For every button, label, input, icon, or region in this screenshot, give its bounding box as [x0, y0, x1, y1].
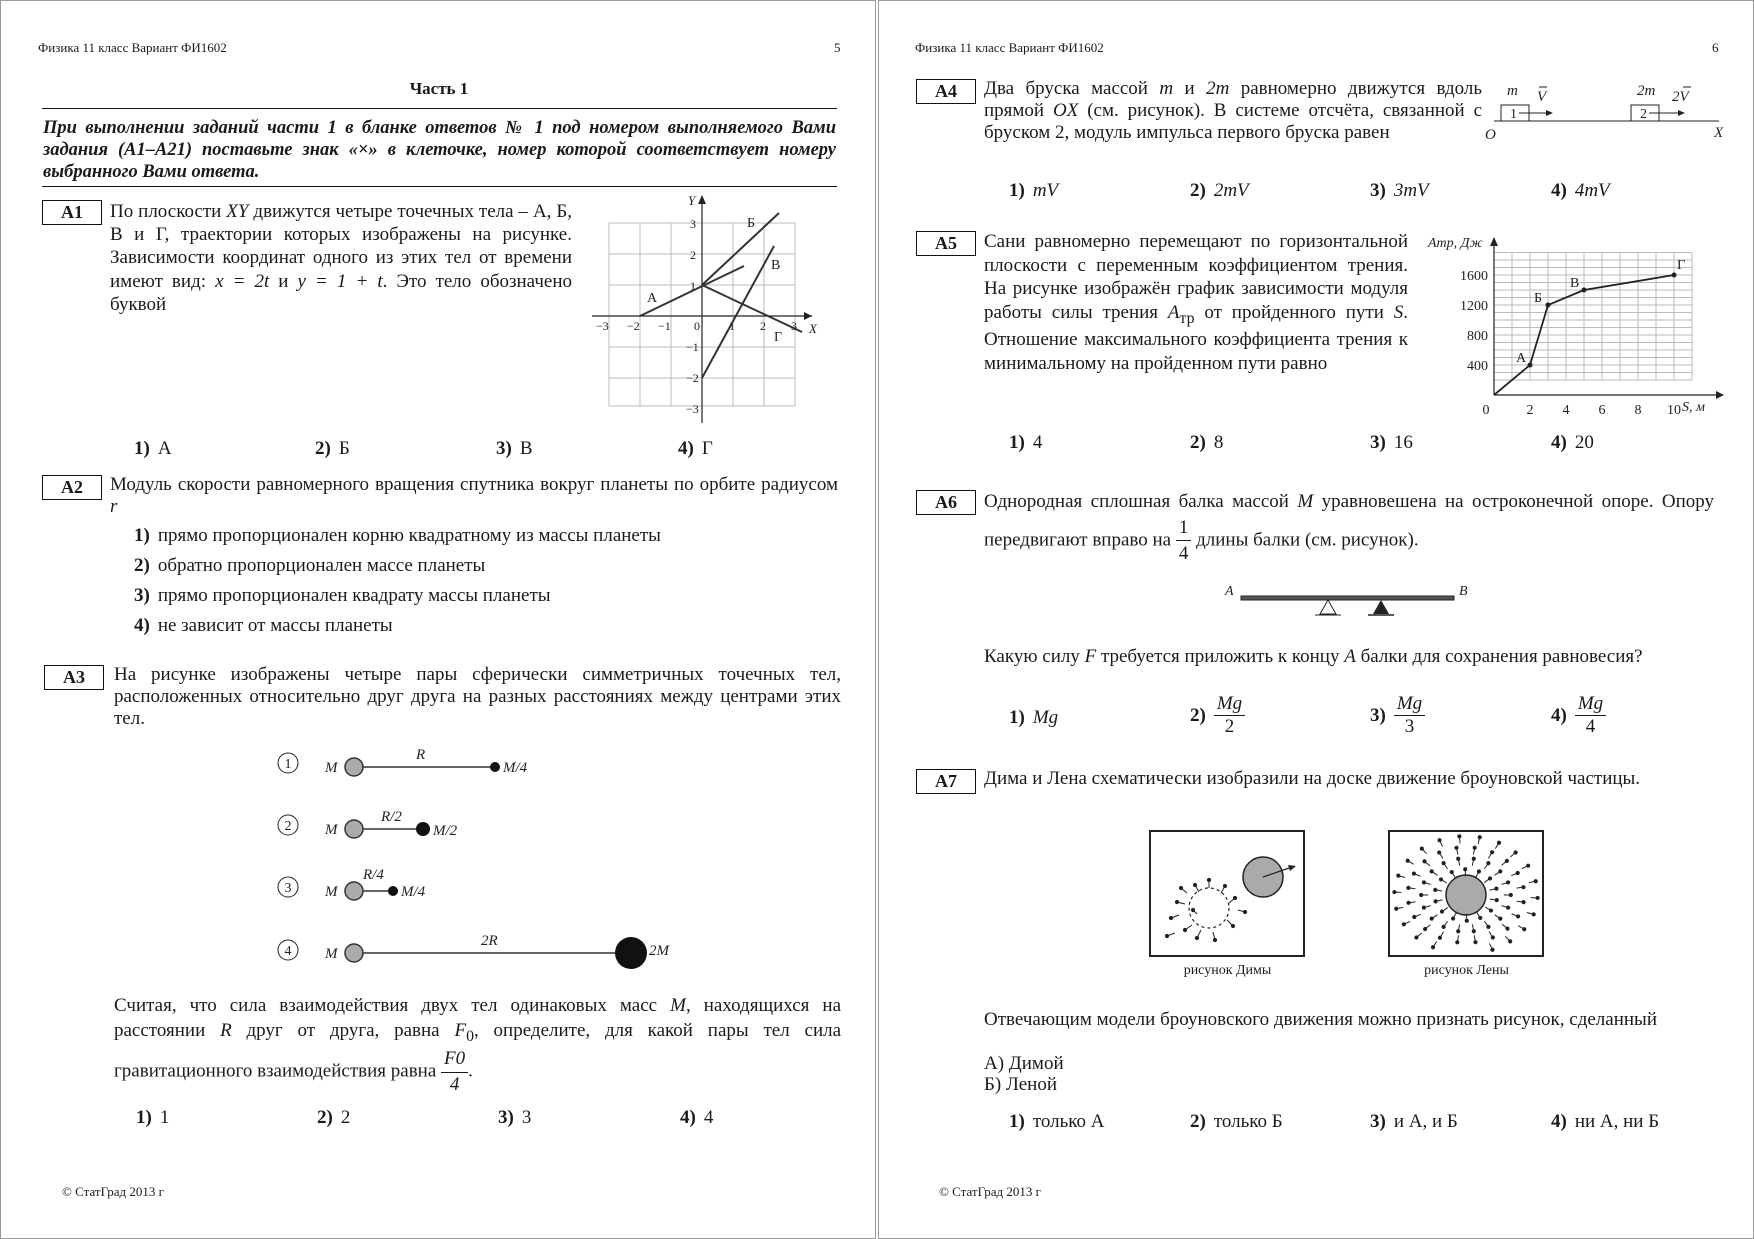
answer-option[interactable]: 4) $\frac{Mg}{4}$ — [1551, 693, 1606, 738]
fraction: $\frac{1}{4}$ — [1176, 515, 1192, 567]
answer-option[interactable]: 2) 2 — [317, 1107, 351, 1128]
tick-label: 10 — [1667, 403, 1681, 418]
question-label-a1: A1 — [42, 200, 102, 225]
divider — [42, 186, 837, 187]
tick-label: 4 — [1562, 403, 1570, 418]
point-label: В — [1570, 276, 1580, 291]
a5-text: Сани равномерно перемещают по горизонтальной плоскости с переменным коэффициентом трения. На рисунке изображён график зависимости модуля работы силы трения $A_{тр}$ от пройденного пути S. Отношение максимального коэффициента трения к минимальному на пройденном пути равно — [984, 231, 1408, 374]
trajectory-label-b: Б — [747, 216, 756, 231]
a4-figure — [1469, 79, 1729, 144]
page-number: 5 — [834, 40, 841, 55]
mass-sphere — [416, 822, 430, 836]
data-point — [1672, 273, 1677, 278]
tick-label: 3 — [690, 217, 696, 231]
answer-option[interactable]: 4) не зависит от массы планеты — [134, 615, 393, 636]
axis-label-y: Y — [688, 193, 696, 208]
mass-label: M/4 — [401, 884, 426, 900]
tick-label: 1 — [729, 319, 735, 333]
beam — [1241, 596, 1454, 600]
mass-sphere — [345, 944, 363, 962]
tick-label: 1 — [690, 279, 696, 293]
tick-label: −1 — [658, 319, 671, 333]
mass-label: M — [325, 760, 338, 776]
answer-option[interactable]: 2) обратно пропорционален массе планеты — [134, 555, 486, 576]
pair-number: 3 — [284, 881, 292, 896]
a3-text: На рисунке изображены четыре пары сферически симметричных точечных тел, расположенных относительно друг друга на разных расстояниях между центрами этих тел. — [114, 664, 841, 730]
fraction: $\frac{F0}{4}$ — [441, 1047, 468, 1097]
tick-label: −3 — [686, 402, 699, 416]
answer-option[interactable]: 1) только А — [1009, 1111, 1105, 1132]
data-point — [1582, 288, 1587, 293]
x-axis-arrow — [804, 312, 812, 320]
question-label-a5: A5 — [916, 231, 976, 256]
answer-option[interactable]: 4) 4mV — [1551, 180, 1610, 201]
instruction: При выполнении заданий части 1 в бланке ответов № 1 под номером выполняемого Вами задания (А1–А21) поставьте знак «×» в клеточке, номер которой соответствует номеру выбранного Вами ответа. — [43, 118, 836, 182]
y-ticks — [1460, 269, 1488, 374]
beam-end-a: A — [1225, 584, 1234, 599]
a3-figure — [271, 743, 691, 983]
mass-label: m — [1507, 83, 1518, 99]
graph-axes — [592, 199, 812, 423]
tick-label: −2 — [627, 319, 640, 333]
lena-drawing — [1388, 830, 1545, 960]
answer-option[interactable]: 3) и А, и Б — [1370, 1111, 1458, 1132]
a6-question: Какую силу F требуется приложить к концу A балки для сохранения равновесия? — [984, 646, 1643, 667]
a3-question: Считая, что сила взаимодействия двух тел одинаковых масс M, находящихся на расстоянии R друг от друга, равна $F_0$, определите, для какой пары тел сила гравитационного взаимодействия равна $\frac{F0}{4}$ . — [114, 994, 841, 1097]
a6-text: Однородная сплошная балка массой M уравновешена на остроконечной опоре. Опору передвигают вправо на $\frac{1}{4}$ длины балки (см. рисунок). — [984, 489, 1714, 567]
a6-beam-figure — [1219, 579, 1479, 625]
tick-label: −1 — [686, 340, 699, 354]
distance-label: R/4 — [363, 867, 384, 883]
tick-label: 2 — [1526, 403, 1534, 418]
distance-label: R/2 — [381, 809, 402, 825]
answer-option[interactable]: 2) $\frac{Mg}{2}$ — [1190, 693, 1245, 738]
distance-label: R — [416, 747, 426, 763]
answer-option[interactable]: 1) А — [134, 438, 172, 459]
y-axis-arrow — [698, 195, 706, 204]
page-footer: © СтатГрад 2013 г — [62, 1184, 164, 1199]
mass-sphere — [345, 758, 363, 776]
question-label-a2: A2 — [42, 475, 102, 500]
a7-question: Отвечающим модели броуновского движения можно признать рисунок, сделанный — [984, 1009, 1657, 1030]
answer-option[interactable]: 2) 2mV — [1190, 180, 1249, 201]
a1-graph — [584, 191, 834, 431]
question-label-a6: A6 — [916, 490, 976, 515]
point-label: Г — [1677, 258, 1686, 273]
answer-option[interactable]: 1) Mg — [1009, 707, 1059, 728]
chart-axes — [1494, 241, 1720, 395]
mass-sphere — [615, 937, 647, 969]
a7-option-a: А) Димой — [984, 1053, 1064, 1074]
tick-label: 8 — [1634, 403, 1642, 418]
answer-option[interactable]: 4) 4 — [680, 1107, 714, 1128]
answer-option[interactable]: 2) 8 — [1190, 432, 1224, 453]
drawing-frame — [1150, 831, 1304, 956]
trajectory-label-a: А — [647, 291, 658, 306]
tick-label: −2 — [686, 371, 699, 385]
answer-option[interactable]: 1) mV — [1009, 180, 1059, 201]
new-support — [1373, 600, 1389, 614]
fraction: $\frac{Mg}{3}$ — [1394, 693, 1425, 738]
caption-dima: рисунок Димы — [1183, 963, 1272, 978]
data-point — [1546, 303, 1551, 308]
velocity-label: V — [1537, 89, 1547, 105]
mass-label: 2m — [1637, 83, 1656, 99]
a7-option-b: Б) Леной — [984, 1074, 1058, 1095]
brownian-particle — [1446, 875, 1486, 915]
mass-label: M — [325, 884, 338, 900]
tick-label: 2 — [690, 248, 696, 262]
point-label: Б — [1534, 291, 1543, 306]
a4-text: Два бруска массой m и 2m равномерно движутся вдоль прямой OX (см. рисунок). В системе отсчёта, связанной с бруском 2, модуль импульса первого бруска равен — [984, 78, 1483, 144]
data-point — [1528, 363, 1533, 368]
trajectory-b — [702, 213, 779, 285]
block-number: 2 — [1640, 107, 1647, 122]
x-ticks — [1483, 403, 1682, 418]
question-label-a4: A4 — [916, 79, 976, 104]
answer-option[interactable]: 1) 4 — [1009, 432, 1043, 453]
a7-text: Дима и Лена схематически изобразили на доске движение броуновской частицы. — [984, 768, 1641, 789]
mass-sphere — [345, 820, 363, 838]
mass-label: M — [325, 822, 338, 838]
mass-label: M — [325, 946, 338, 962]
divider — [42, 108, 837, 109]
part-title: Часть 1 — [409, 79, 469, 98]
pair-number: 2 — [284, 819, 292, 834]
answer-option[interactable]: 4) Г — [678, 438, 713, 459]
caption-lena: рисунок Лены — [1424, 963, 1509, 978]
answer-option[interactable]: 3) В — [496, 438, 533, 459]
answer-option[interactable]: 2) только Б — [1190, 1111, 1283, 1132]
question-label-a3: A3 — [44, 665, 104, 690]
tick-label: 800 — [1467, 329, 1488, 344]
tick-label: 0 — [1482, 403, 1490, 418]
y-axis-arrow — [1490, 237, 1498, 246]
tick-label: 2 — [760, 319, 766, 333]
velocity-label: 2V — [1672, 89, 1689, 105]
answer-option[interactable]: 3) прямо пропорционален квадрату массы планеты — [134, 585, 551, 606]
trajectory-v — [702, 246, 774, 378]
point-label: А — [1516, 351, 1527, 366]
pair-number: 4 — [284, 944, 292, 959]
tick-label: 400 — [1467, 359, 1488, 374]
trajectory-label-g: Г — [774, 330, 783, 345]
answer-option[interactable]: 4) ни А, ни Б — [1551, 1111, 1660, 1132]
a5-chart — [1420, 229, 1730, 419]
axis-label-x: X — [1714, 125, 1724, 141]
trajectories — [640, 213, 802, 378]
a1-text: По плоскости XY движутся четыре точечных тела – А, Б, В и Г, траектории которых изображены на рисунке. Зависимости координат одного из этих тел от времени имеют вид: x = 2t и y = 1 + t. Это тело обозначено буквой — [110, 201, 573, 315]
axis-label-x: S, м — [1682, 400, 1705, 415]
origin-label: O — [1485, 127, 1496, 143]
answer-option[interactable]: 3) 3 — [498, 1107, 532, 1128]
page-header: Физика 11 класс Вариант ФИ1602 — [915, 40, 1104, 55]
question-label-a7: A7 — [916, 769, 976, 794]
trajectory-label-v: В — [771, 258, 781, 273]
a2-text: Модуль скорости равномерного вращения спутника вокруг планеты по орбите радиусом r — [110, 474, 838, 518]
beam-end-b: B — [1459, 584, 1468, 599]
answer-option[interactable]: 3) $\frac{Mg}{3}$ — [1370, 693, 1425, 738]
trajectory-g — [702, 285, 802, 332]
tick-label: 1200 — [1460, 299, 1488, 314]
answer-option[interactable]: 2) Б — [315, 438, 350, 459]
old-support — [1320, 600, 1336, 614]
axis-label-y: Aтр, Дж — [1428, 236, 1483, 251]
velocity-arrowhead — [1546, 110, 1553, 116]
mass-sphere — [388, 886, 398, 896]
mass-label: 2M — [649, 943, 669, 959]
fraction: $\frac{Mg}{4}$ — [1575, 693, 1606, 738]
tick-label: 0 — [694, 319, 700, 333]
answer-option[interactable]: 3) 16 — [1370, 432, 1413, 453]
tick-label: 3 — [791, 319, 797, 333]
mass-label: M/2 — [433, 823, 458, 839]
x-axis-arrow — [1716, 391, 1724, 399]
mass-sphere — [490, 762, 500, 772]
page-number: 6 — [1712, 40, 1719, 55]
distance-label: 2R — [481, 933, 498, 949]
fraction: $\frac{Mg}{2}$ — [1214, 693, 1245, 738]
tick-label: 6 — [1598, 403, 1606, 418]
page-5 — [0, 0, 876, 1239]
pair-number: 1 — [284, 757, 292, 772]
mass-sphere — [345, 882, 363, 900]
tick-label: −3 — [596, 319, 609, 333]
answer-option[interactable]: 1) 1 — [136, 1107, 170, 1128]
dima-drawing — [1149, 830, 1306, 960]
answer-option[interactable]: 4) 20 — [1551, 432, 1594, 453]
velocity-arrowhead — [1678, 110, 1685, 116]
answer-option[interactable]: 1) прямо пропорционален корню квадратному из массы планеты — [134, 525, 661, 546]
answer-option[interactable]: 3) 3mV — [1370, 180, 1429, 201]
mass-label: M/4 — [503, 760, 528, 776]
page-header: Физика 11 класс Вариант ФИ1602 — [38, 40, 227, 55]
tick-label: 1600 — [1460, 269, 1488, 284]
page-footer: © СтатГрад 2013 г — [939, 1184, 1041, 1199]
axis-label-x: X — [809, 321, 817, 336]
block-number: 1 — [1510, 107, 1517, 122]
page-6 — [878, 0, 1754, 1239]
